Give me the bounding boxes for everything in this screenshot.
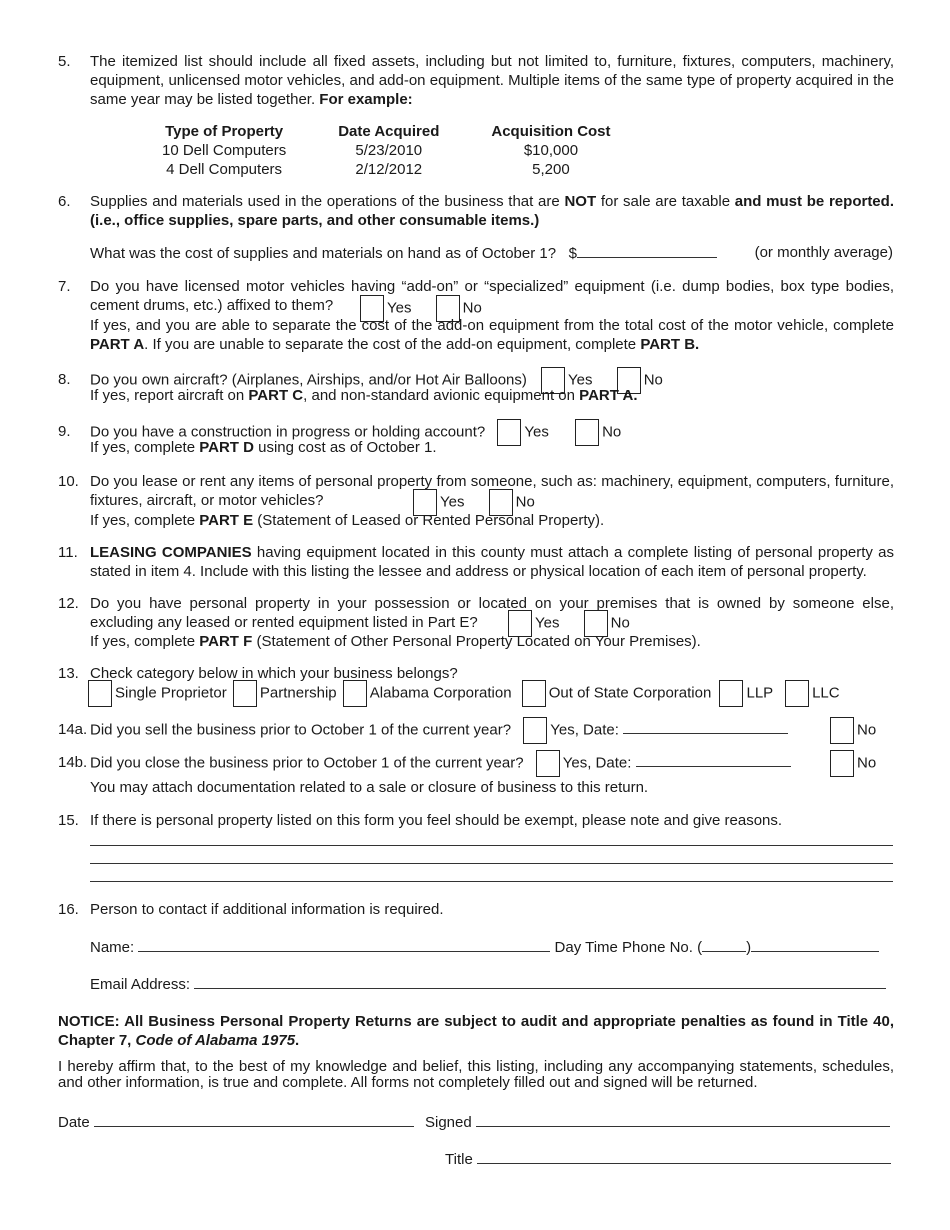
item-number: 10. — [58, 473, 79, 490]
llc-checkbox[interactable] — [785, 680, 809, 707]
item-number: 7. — [58, 278, 71, 295]
item-text: Did you sell the business prior to October 1 of the current year? — [90, 721, 512, 739]
documentation-note: You may attach documentation related to a sale or closure of business to this return. — [90, 779, 649, 796]
notice-text: NOTICE: All Business Personal Property Returns are subject to audit and appropriate penalties as found in Title 40, Chapter 7, — [58, 1013, 894, 1049]
exemption-reason-line[interactable] — [90, 881, 893, 882]
no-label: No — [515, 493, 535, 511]
no-checkbox[interactable] — [830, 717, 854, 744]
item-9-followup — [90, 438, 437, 457]
notice — [58, 1012, 894, 1050]
item-text: If yes, complete — [90, 512, 200, 529]
supplies-question — [90, 243, 717, 263]
item-number: 14b. — [58, 754, 88, 772]
yes-date-label: Yes, Date: — [550, 721, 619, 739]
no-label: No — [857, 721, 877, 739]
phone-label: Day Time Phone No. ( — [554, 939, 703, 956]
signed-row — [425, 1112, 890, 1132]
item-text: The itemized list should include all fixed assets, including but not limited to, furniture, fixtures, computers, machinery, equipment, unlicensed motor vehicles, and add-on equipment. Multiple items of the same type of property acquired in the same year may be listed together. — [90, 53, 894, 108]
closure-date-field[interactable] — [636, 752, 791, 767]
yes-label: Yes — [524, 423, 549, 441]
part-c-label: PART C — [248, 387, 304, 404]
yes-checkbox[interactable] — [536, 750, 560, 777]
item-number: 6. — [58, 193, 71, 210]
item-text: If yes, report aircraft on — [90, 387, 249, 404]
item-number: 8. — [58, 371, 71, 389]
item-text: Do you have a construction in progress or holding account? — [90, 423, 486, 441]
title-row — [445, 1149, 891, 1169]
option-label: LLP — [746, 684, 773, 702]
yes-checkbox[interactable] — [497, 419, 521, 446]
single-proprietor-checkbox[interactable] — [88, 680, 112, 707]
item-number: 14a. — [58, 721, 88, 739]
email-label: Email Address: — [90, 976, 191, 993]
item-text: Did you close the business prior to October 1 of the current year? — [90, 754, 524, 772]
email-field[interactable] — [194, 974, 886, 989]
item-12 — [58, 594, 894, 632]
item-5 — [58, 52, 894, 109]
item-number: 12. — [58, 595, 79, 612]
yes-date-label: Yes, Date: — [562, 754, 632, 772]
table-cell: $10,000 — [523, 142, 579, 159]
item-12-followup — [90, 632, 701, 651]
signature-date-field[interactable] — [94, 1112, 414, 1127]
item-14b-no — [830, 750, 876, 777]
column-header: Type of Property — [165, 123, 284, 140]
part-a-label: PART A — [90, 336, 145, 353]
table-row — [150, 141, 623, 160]
part-a-label: PART A. — [579, 387, 638, 404]
notice-end: . — [295, 1032, 300, 1049]
table-header-row — [150, 122, 623, 141]
item-number: 9. — [58, 423, 71, 441]
item-bold-text: and must be reported. (i.e., office supplies, spare parts, and other consumable items.) — [90, 193, 894, 229]
exemption-reason-line[interactable] — [90, 863, 893, 864]
item-text: for sale are taxable — [596, 193, 735, 210]
item-text: If yes, complete — [90, 439, 200, 456]
part-d-label: PART D — [199, 439, 254, 456]
item-8-followup — [90, 386, 638, 405]
item-6 — [58, 192, 894, 230]
monthly-average-label: (or monthly average) — [754, 244, 893, 261]
phone-number-field[interactable] — [751, 937, 879, 952]
leasing-companies-label: LEASING COMPANIES — [90, 544, 252, 561]
name-label: Name: — [90, 939, 135, 956]
table-cell: 5,200 — [532, 161, 570, 178]
no-checkbox[interactable] — [830, 750, 854, 777]
area-code-field[interactable] — [702, 937, 746, 952]
item-text: Do you have personal property in your possession or located on your premises that is owned by someone else, excluding any leased or rented equipment listed in Part E? — [90, 595, 894, 631]
item-text: (Statement of Leased or Rented Personal Property). — [253, 512, 605, 529]
no-label: No — [462, 299, 482, 317]
option-label: Out of State Corporation — [548, 684, 712, 702]
item-10-followup — [90, 511, 604, 530]
item-text: having equipment located in this county must attach a complete listing of personal property as stated in item 4. Include with this listing the lessee and address or physical location of each item of personal property. — [90, 544, 894, 580]
item-7-followup — [58, 316, 894, 354]
yes-label: Yes — [387, 299, 412, 317]
no-label: No — [857, 754, 877, 772]
part-e-label: PART E — [199, 512, 254, 529]
item-14a-no — [830, 717, 876, 744]
dollar-sign: $ — [568, 245, 577, 262]
yes-checkbox[interactable] — [523, 717, 547, 744]
item-text: Do you lease or rent any items of personal property from someone, such as: machinery, equipment, computers, furniture, fixtures, aircraft, or motor vehicles? — [90, 473, 894, 509]
date-row — [58, 1112, 414, 1132]
contact-name-field[interactable] — [138, 937, 550, 952]
item-text: using cost as of October 1. — [253, 439, 437, 456]
item-11 — [58, 543, 894, 581]
title-label: Title — [445, 1151, 473, 1168]
sale-date-field[interactable] — [623, 719, 788, 734]
option-label: LLC — [812, 684, 840, 702]
no-checkbox[interactable] — [575, 419, 599, 446]
exemption-reason-line[interactable] — [90, 845, 893, 846]
item-text: If yes, and you are able to separate the cost of the add-on equipment from the total cost of the motor vehicle, complete — [90, 317, 894, 334]
table-cell: 5/23/2010 — [355, 142, 423, 159]
item-15 — [58, 811, 782, 830]
yes-label: Yes — [440, 493, 465, 511]
code-of-alabama: Code of Alabama 1975 — [135, 1032, 296, 1049]
item-16 — [58, 900, 444, 919]
partnership-checkbox[interactable] — [233, 680, 257, 707]
table-cell: 10 Dell Computers — [162, 142, 287, 159]
item-text: Supplies and materials used in the operations of the business that are — [90, 193, 565, 210]
table-cell: 4 Dell Computers — [166, 161, 283, 178]
item-text: Person to contact if additional information is required. — [90, 901, 444, 918]
example-table — [150, 122, 623, 179]
item-text: Check category below in which your business belongs? — [90, 665, 458, 682]
signed-label: Signed — [425, 1114, 472, 1131]
no-label: No — [643, 371, 663, 389]
item-text: Do you own aircraft? (Airplanes, Airships, and/or Hot Air Balloons) — [90, 371, 527, 389]
part-b-label: PART B. — [640, 336, 700, 353]
item-text: (Statement of Other Personal Property Located on Your Premises). — [252, 633, 701, 650]
column-header: Date Acquired — [338, 123, 440, 140]
out-of-state-corporation-checkbox[interactable] — [522, 680, 546, 707]
item-text: , and non-standard avionic equipment on — [303, 387, 580, 404]
yes-label: Yes — [535, 614, 560, 632]
table-cell: 2/12/2012 — [355, 161, 423, 178]
signer-title-field[interactable] — [477, 1149, 891, 1164]
table-row — [150, 160, 623, 179]
question-text: What was the cost of supplies and materials on hand as of October 1? — [90, 245, 557, 262]
llp-checkbox[interactable] — [719, 680, 743, 707]
no-label: No — [602, 423, 622, 441]
item-number: 5. — [58, 53, 71, 70]
column-header: Acquisition Cost — [491, 123, 611, 140]
option-label: Partnership — [259, 684, 337, 702]
item-14a — [58, 717, 788, 744]
date-label: Date — [58, 1114, 90, 1131]
item-number: 15. — [58, 812, 79, 829]
option-label: Single Proprietor — [115, 684, 227, 702]
yes-label: Yes — [568, 371, 593, 389]
phone-paren: ) — [746, 939, 752, 956]
part-f-label: PART F — [199, 633, 253, 650]
contact-name-row — [90, 937, 879, 957]
bold-not: NOT — [564, 193, 597, 210]
signature-field[interactable] — [476, 1112, 890, 1127]
option-label: Alabama Corporation — [369, 684, 512, 702]
item-text: Do you have licensed motor vehicles having “add-on” or “specialized” equipment (i.e. dump bodies, box type bodies, cement drums, etc.) affixed to them? — [90, 278, 894, 314]
item-number: 11. — [58, 544, 78, 561]
item-number: 16. — [58, 901, 79, 918]
affirmation-text: I hereby affirm that, to the best of my knowledge and belief, this listing, including any accompanying statements, schedules, and other information, is true and complete. All forms not completely filled out and signed will be returned. — [58, 1058, 894, 1091]
alabama-corporation-checkbox[interactable] — [343, 680, 367, 707]
item-text: . If you are unable to separate the cost of the add-on equipment, complete — [144, 336, 641, 353]
email-row — [90, 974, 886, 994]
no-label: No — [610, 614, 630, 632]
item-bold-text: For example: — [319, 91, 413, 108]
item-number: 13. — [58, 665, 79, 682]
item-14b — [58, 750, 791, 777]
supplies-cost-field[interactable] — [577, 243, 717, 258]
item-text: If yes, complete — [90, 633, 200, 650]
business-category-options — [88, 680, 840, 707]
item-text: If there is personal property listed on this form you feel should be exempt, please note and give reasons. — [90, 812, 783, 829]
